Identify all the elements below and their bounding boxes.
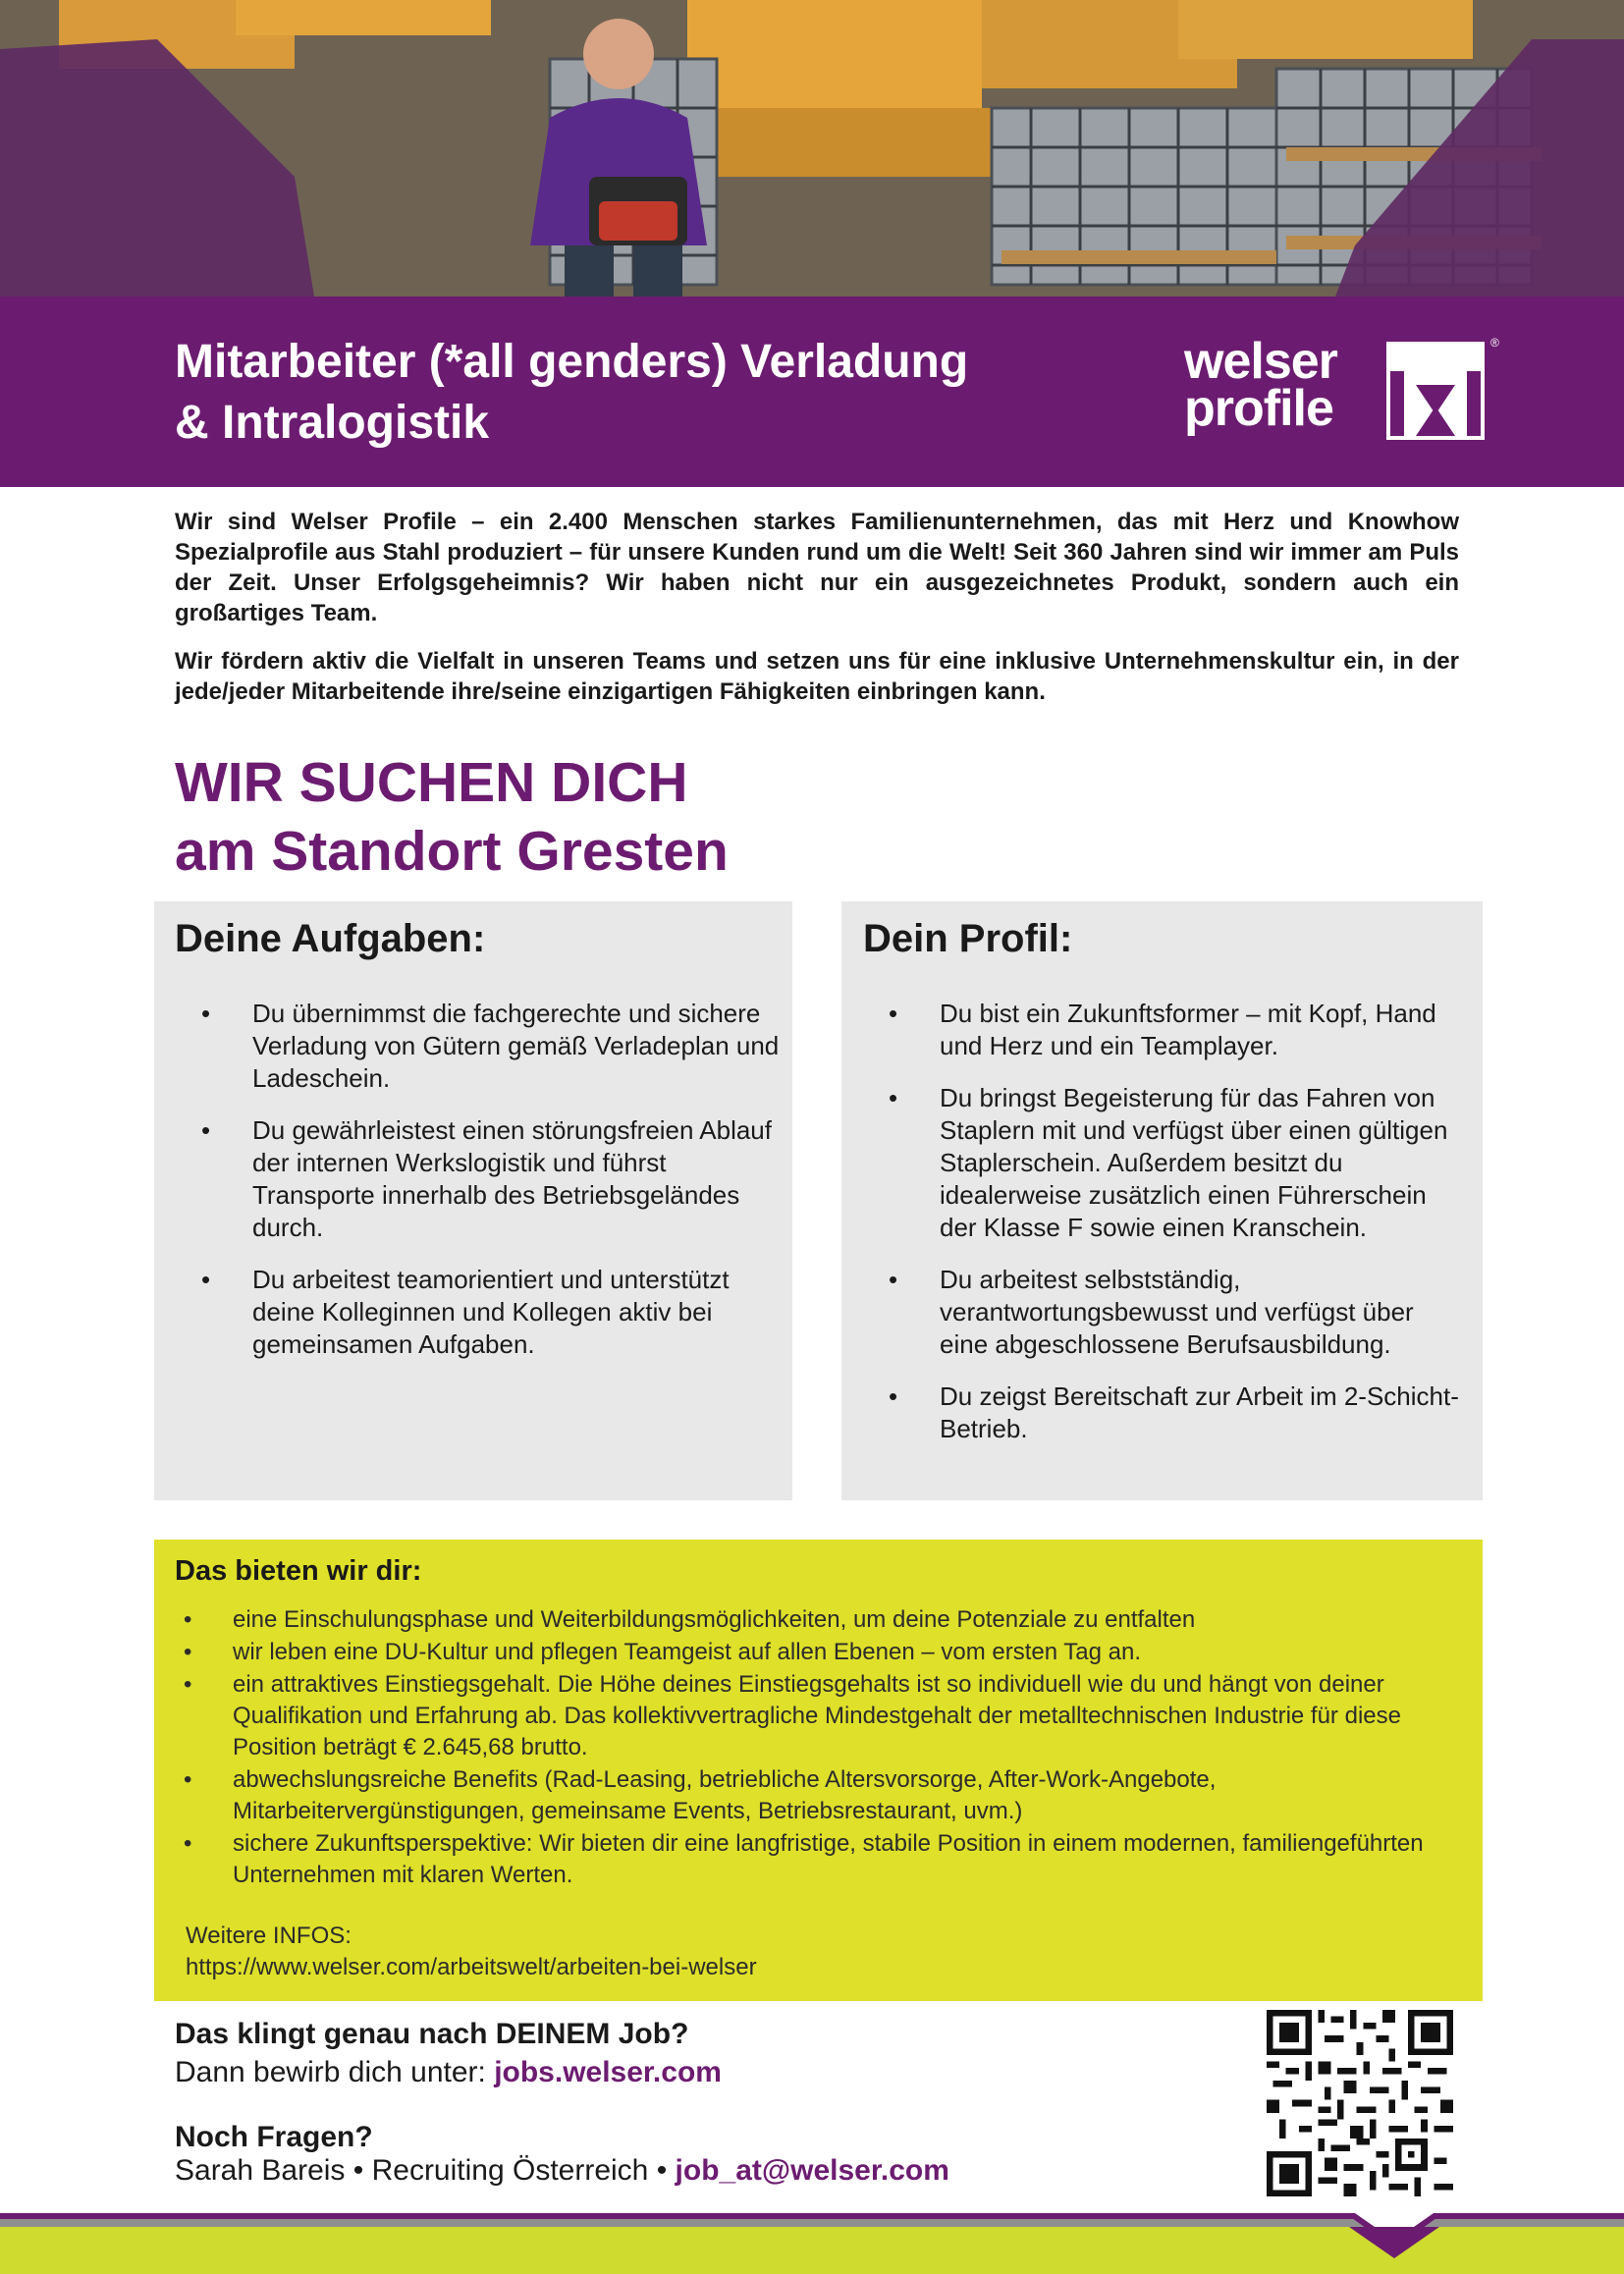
task-text: Du übernimmst die fachgerechte und sichere Verladung von Gütern gemäß Verladeplan und Ladeschein. bbox=[252, 999, 780, 1093]
profile-list bbox=[841, 998, 1483, 1465]
benefit-text: eine Einschulungsphase und Weiterbildungsmöglichkeiten, um deine Potenziale zu entfalten bbox=[233, 1606, 1196, 1633]
list-item bbox=[154, 1264, 788, 1361]
profile-title: Dein Profil: bbox=[863, 917, 1073, 960]
tasks-box bbox=[154, 901, 792, 1500]
bullet-icon: • bbox=[184, 1830, 192, 1857]
more-info-label: Weitere INFOS: bbox=[186, 1922, 352, 1949]
bullet-icon: • bbox=[184, 1671, 192, 1698]
bullet-icon: • bbox=[201, 999, 211, 1028]
logo-wordmark bbox=[1184, 333, 1337, 437]
contact-line bbox=[175, 2152, 949, 2190]
tasks-list bbox=[154, 998, 792, 1381]
bullet-icon: • bbox=[184, 1639, 192, 1665]
logo-line-1: welser bbox=[1184, 333, 1337, 390]
registered-mark: ® bbox=[1490, 336, 1499, 350]
list-item bbox=[841, 998, 1469, 1062]
list-item bbox=[841, 1264, 1469, 1361]
list-item bbox=[154, 1828, 1455, 1891]
benefit-text: sichere Zukunftsperspektive: Wir bieten dir eine langfristige, stabile Position in einem modernen, familiengeführten Unternehmen mit klaren Werten. bbox=[233, 1830, 1424, 1888]
task-text: Du arbeitest teamorientiert und unterstützt deine Kolleginnen und Kollegen aktiv bei gemeinsamen Aufgaben. bbox=[252, 1265, 730, 1359]
apply-prefix: Dann bewirb dich unter: bbox=[175, 2056, 495, 2088]
apply-line bbox=[175, 2054, 722, 2091]
bullet-icon: • bbox=[201, 1115, 211, 1145]
job-title-line-2: & Intralogistik bbox=[175, 397, 490, 449]
benefit-text: ein attraktives Einstiegsgehalt. Die Höhe deines Einstiegsgehalts ist so individuell wie du und hängt von deiner Qualifikation und Erfahrung ab. Das kollektivvertragliche Mindestgehalt der metalltechnischen Industrie für diese Position beträgt € 2.645,68 brutto. bbox=[233, 1671, 1401, 1760]
headline-line-1: WIR SUCHEN DICH bbox=[175, 751, 688, 814]
list-item bbox=[154, 1669, 1455, 1763]
list-item bbox=[841, 1082, 1469, 1244]
profile-text: Du arbeitest selbstständig, verantwortungsbewusst und verfügst über eine abgeschlossene Berufsausbildung. bbox=[940, 1265, 1414, 1359]
hero-photo bbox=[0, 0, 1624, 297]
welser-profile-logo bbox=[1184, 333, 1508, 446]
more-info-link[interactable]: https://www.welser.com/arbeitswelt/arbeiten-bei-welser bbox=[186, 1954, 757, 1980]
logo-line-2: profile bbox=[1184, 380, 1333, 437]
profile-text: Du bist ein Zukunftsformer – mit Kopf, Hand und Herz und ein Teamplayer. bbox=[940, 999, 1436, 1060]
profile-text: Du bringst Begeisterung für das Fahren von Staplern mit und verfügst über einen gültigen Staplerschein. Außerdem besitzt du idealerweise zusätzlich einen Führerschein der Klasse F sowie einen Kranschein. bbox=[940, 1083, 1448, 1242]
bullet-icon: • bbox=[184, 1766, 192, 1793]
tasks-title: Deine Aufgaben: bbox=[175, 917, 486, 960]
benefits-list bbox=[154, 1604, 1483, 1892]
list-item bbox=[154, 1604, 1455, 1636]
contact-email-link[interactable]: job_at@welser.com bbox=[675, 2154, 949, 2187]
logo-mark-icon bbox=[1386, 342, 1485, 440]
apply-question: Das klingt genau nach DEINEM Job? bbox=[175, 2018, 689, 2050]
questions-heading: Noch Fragen? bbox=[175, 2121, 373, 2153]
task-text: Du gewährleistest einen störungsfreien Ablauf der internen Werkslogistik und führst Transporte innerhalb des Betriebsgeländes durch. bbox=[252, 1115, 772, 1242]
list-item bbox=[841, 1381, 1469, 1445]
apply-link[interactable]: jobs.welser.com bbox=[494, 2056, 722, 2088]
bullet-icon: • bbox=[889, 1265, 898, 1294]
job-title-line-1: Mitarbeiter (*all genders) Verladung bbox=[175, 336, 969, 388]
intro-paragraph-2: Wir fördern aktiv die Vielfalt in unseren Teams und setzen uns für eine inklusive Unternehmenskultur ein, in der jede/jeder Mitarbeitende ihre/seine einzigartigen Fähigkeiten einbringen kann. bbox=[175, 648, 1459, 705]
list-item bbox=[154, 1764, 1455, 1827]
bullet-icon: • bbox=[184, 1606, 192, 1633]
benefit-text: abwechslungsreiche Benefits (Rad-Leasing, betriebliche Altersvorsorge, After-Work-Angebote, Mitarbeitervergünstigungen, gemeinsame Events, Betriebsrestaurant, uvm.) bbox=[233, 1766, 1217, 1824]
benefit-text: wir leben eine DU-Kultur und pflegen Teamgeist auf allen Ebenen – vom ersten Tag an. bbox=[233, 1639, 1142, 1665]
profile-text: Du zeigst Bereitschaft zur Arbeit im 2-Schicht-Betrieb. bbox=[940, 1381, 1459, 1443]
benefits-box bbox=[154, 1540, 1483, 2001]
contact-person: Sarah Bareis • Recruiting Österreich • bbox=[175, 2154, 676, 2187]
job-title bbox=[175, 332, 1157, 454]
list-item bbox=[154, 1637, 1455, 1668]
bullet-icon: • bbox=[889, 1381, 898, 1411]
headline bbox=[175, 748, 729, 886]
list-item bbox=[154, 998, 788, 1095]
benefits-title: Das bieten wir dir: bbox=[175, 1555, 422, 1587]
footer-stripes bbox=[0, 2205, 1624, 2274]
bullet-icon: • bbox=[201, 1265, 211, 1294]
profile-box bbox=[841, 901, 1483, 1500]
intro-paragraph-1: Wir sind Welser Profile – ein 2.400 Menschen starkes Familienunternehmen, das mit Herz und Knowhow Spezialprofile aus Stahl produziert – für unsere Kunden rund um die Welt! Seit 360 Jahren sind wir immer am Puls der Zeit. Unser Erfolgsgeheimnis? Wir haben nicht nur ein ausgezeichnetes Produkt, sondern auch ein großartiges Team. bbox=[175, 509, 1459, 626]
headline-line-2: am Standort Gresten bbox=[175, 820, 729, 883]
bullet-icon: • bbox=[889, 1083, 898, 1112]
bullet-icon: • bbox=[889, 999, 898, 1028]
list-item bbox=[154, 1114, 788, 1244]
qr-code-icon[interactable] bbox=[1267, 2010, 1453, 2196]
